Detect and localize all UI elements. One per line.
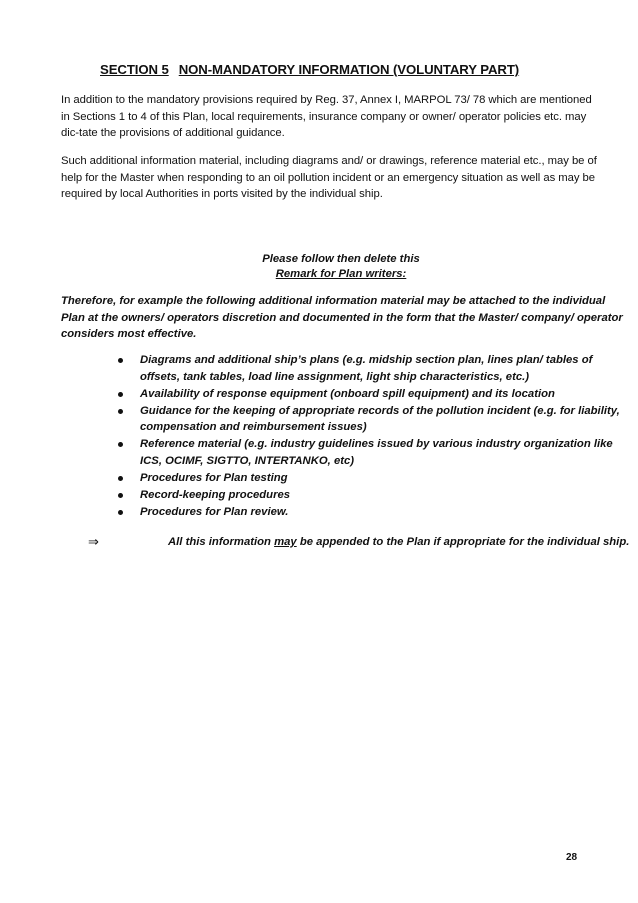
list-item-text: Procedures for Plan testing [140, 471, 288, 484]
section-heading [100, 62, 519, 77]
conclusion-text-end: be appended to the Plan if appropriate for the individual ship. [296, 536, 630, 548]
list-item-text: Record-keeping procedures [140, 488, 291, 501]
page-number: 28 [566, 852, 578, 863]
conclusion-text [168, 534, 629, 550]
remark-instruction: Please follow then delete this [262, 253, 420, 265]
list-item-text: Guidance for the keeping of appropriate records of the pollution incident (e.g. for liability, compensation and reimbursement issues) [140, 404, 620, 433]
remark-heading-text: Remark for Plan writers: [275, 268, 407, 280]
bullet-list [118, 352, 633, 521]
intro-paragraph: Therefore, for example the following additional information material may be attached to the individual Plan at the owners/ operators discretion and documented in the form that the Master/ company/ operator considers most effective. [61, 295, 623, 340]
right-double-arrow-icon: ⇒ [88, 534, 99, 549]
conclusion-text-start: All this information [168, 536, 275, 548]
list-item [118, 403, 633, 436]
bullet-icon [118, 476, 123, 481]
list-item [118, 352, 633, 385]
list-item-text: Availability of response equipment (onboard spill equipment) and its location [140, 387, 555, 400]
list-item [118, 436, 633, 469]
bullet-icon [118, 442, 123, 447]
list-item-text: Procedures for Plan review. [140, 505, 289, 518]
list-item-text: Reference material (e.g. industry guidelines issued by various industry organization like ICS, OCIMF, SIGTTO, INTERTANKO, etc) [140, 438, 613, 467]
list-item [118, 470, 633, 487]
section-number: SECTION 5 [100, 62, 169, 77]
remark-heading [22, 266, 638, 282]
bullet-icon [118, 392, 123, 397]
bullet-icon [118, 493, 123, 498]
list-item [118, 504, 633, 521]
paragraph-mandatory-provisions: In addition to the mandatory provisions required by Reg. 37, Annex I, MARPOL 73/ 78 which are mentioned in Sections 1 to 4 of this Plan, local requirements, insurance company or owner/ operator policies etc. may dic-tate the provisions of additional guidance. [61, 94, 592, 139]
bullet-icon [118, 510, 123, 515]
list-item [118, 487, 633, 504]
list-item [118, 386, 633, 403]
section-title: NON-MANDATORY INFORMATION (VOLUNTARY PART) [178, 62, 520, 77]
paragraph-additional-material: Such additional information material, including diagrams and/ or drawings, reference material etc., may be of help for the Master when responding to an oil pollution incident or an emergency situation as well as may be required by local Authorities in ports visited by the individual ship. [61, 155, 597, 200]
bullet-icon [118, 358, 123, 363]
list-item-text: Diagrams and additional ship’s plans (e.g. midship section plan, lines plan/ tables of offsets, tank tables, load line assignment, light ship characteristics, etc.) [140, 354, 593, 383]
bullet-icon [118, 409, 123, 414]
conclusion-emphasis: may [274, 536, 297, 548]
